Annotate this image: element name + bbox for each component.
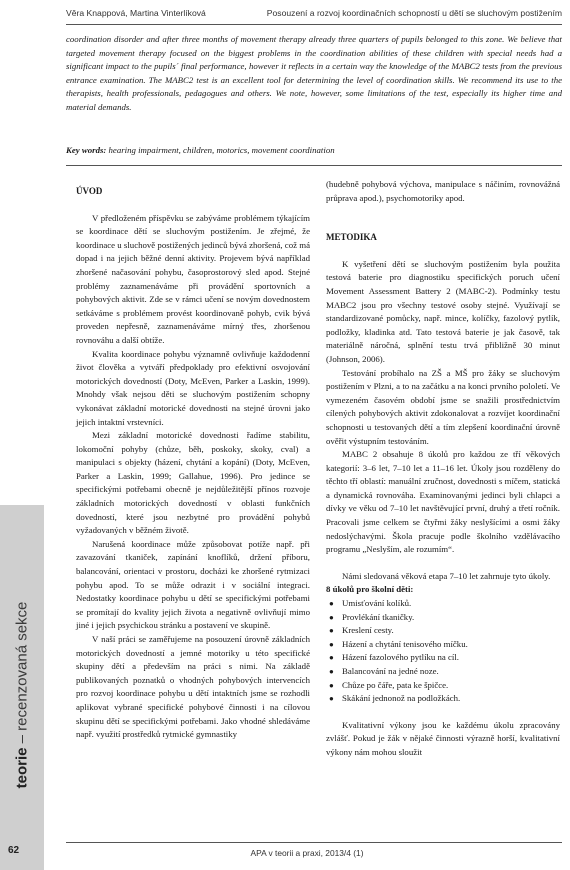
footer-rule bbox=[66, 842, 562, 843]
bullet-icon: ● bbox=[329, 612, 334, 622]
left-column bbox=[76, 178, 310, 742]
keywords-label: Key words: bbox=[66, 145, 107, 155]
section-heading-metodika: METODIKA bbox=[326, 232, 377, 243]
bullet-icon: ● bbox=[329, 626, 334, 636]
header-rule bbox=[66, 24, 562, 25]
keywords-text: hearing impairment, children, motorics, movement coordination bbox=[108, 145, 335, 155]
paragraph: V naší práci se zaměřujeme na posouzení úrovně základních motorických dovedností a jemné motoriky u této specifické skupiny dětí a především na práci s nimi. Na základě publikovaných poznatků o vhodných pohybových intervencích pro rozvoj koordinace pohybu u dětí intaktních jsme se rozhodli aplikovat vybrané specifické pohybové činnosti i na cílovou skupinu dětí se specifickými potřebami. Jako vhodné shledáváme např. využití prostředků rytmické gymnastiky bbox=[76, 634, 310, 740]
list-item: ● Chůze po čáře, pata ke špičce. bbox=[326, 679, 560, 693]
section-sidebar bbox=[0, 505, 44, 870]
header-title: Posouzení a rozvoj koordinačních schopností u dětí se sluchovým postižením bbox=[266, 8, 562, 18]
header-authors: Věra Knappová, Martina Vinterlíková bbox=[66, 8, 206, 18]
bullet-icon: ● bbox=[329, 680, 334, 690]
paragraph: Kvalita koordinace pohybu významně ovlivňuje každodenní život člověka a vytváří předpoklady pro efektivní osvojování motorických dovedností (Doty, McEven, Parker a Laskin, 1999). Mnohdy však nejsou děti se sluchovým postižením schopny vykonávat základní motorické dovednosti na stejné úrovni jako jejich intaktní vrstevníci. bbox=[76, 348, 310, 427]
paragraph-continuation: (hudebně pohybová výchova, manipulace s náčiním, rovnovážná průprava apod.), psychomotoriky apod. bbox=[326, 179, 560, 203]
sidebar-label: teorie – recenzovaná sekce bbox=[13, 601, 31, 789]
list-item: ● Skákání jednonož na podložkách. bbox=[326, 692, 560, 706]
running-header bbox=[66, 8, 562, 22]
paragraph: Narušená koordinace může způsobovat potíže např. při zavazování tkaniček, zapínání knoflíků, držení příboru, balancování, orientaci v prostoru, docházi ke zhoršené rytmizaci pohybu apod. To se může odrazit i v sociální integraci. Nedostatky koordinace pohybu u dětí se specifickými potřebami se promítají do kvality jejich života a negativně ovlivňují mimo jiné i jejich psychickou stránku a postavení ve skupině. bbox=[76, 538, 310, 631]
section-heading-uvod: ÚVOD bbox=[76, 186, 103, 196]
list-item: ● Házení a chytání tenisového míčku. bbox=[326, 638, 560, 652]
tasks-heading: 8 úkolů pro školní děti: bbox=[326, 584, 414, 595]
list-item: ● Umisťování kolíků. bbox=[326, 597, 560, 611]
paragraph: Mezi základní motorické dovednosti řadíme stabilitu, lokomoční pohyby (chůze, běh, poskoky, skoky, cval) a manipulaci s objekty (házení, chytání a kopání) (Doty, McEven, Parker a Laskin, 1999; Gallahue, 1996). Pro jedince se specifickými potřebami obecně je nejdůležitější přínos rozvoje základních motorických dovedností v oblasti funkčních dovedností, které jsou nezbytné pro provádění pohybů vyžadovaných v běžném životě. bbox=[76, 430, 310, 536]
list-item: ● Kreslení cesty. bbox=[326, 624, 560, 638]
abstract-rule bbox=[66, 165, 562, 166]
bullet-icon: ● bbox=[329, 667, 334, 676]
keywords bbox=[66, 145, 562, 155]
paragraph: Námi sledovaná věková etapa 7–10 let zahrnuje tyto úkoly. bbox=[342, 570, 551, 581]
bullet-icon: ● bbox=[329, 599, 334, 609]
paragraph: MABC 2 obsahuje 8 úkolů pro každou ze tří věkových kategorií: 3–6 let, 7–10 let a 11–16 let. Úkoly jsou rozděleny do těchto tří oblastí: manuální zručnost, dovednosti s míčem, statická a dynamická rovnováha. Examinovanými jedinci byli chlapci a dívky ve věku od 7–10 let navštěvující první, druhý a třetí ročník. Pracovali jsme celkem se čtyřmi žáky neslyšícími a osmi žáky nedoslýchavými. Škola pracuje podle školního vzdělávacího programu „Neslyším, ale rozumím“. bbox=[326, 449, 560, 555]
list-item: ● Balancování na jedné noze. bbox=[326, 665, 560, 679]
paragraph: Kvalitativní výkony jsou ke každému úkolu zpracovány zvlášť. Pokud je žák v nějaké činnosti výrazně horší, kvalitativní výkony nám mohou sloužit bbox=[326, 719, 560, 757]
bullet-icon: ● bbox=[329, 653, 334, 663]
paragraph: K vyšetření dětí se sluchovým postižením byla použita testová baterie pro diagnostiku specifických poruch učení Movement Assessment Battery 2 (MABC-2). Podmínky testu MABC2 jsou pro všechny testové osoby stejné. Využívají se standardizované pomůcky, např. mince, kolíčky, fazolový pytlík, podložky, kladinka atd. Tato testová baterie je jak časově, tak materiálně náročná, splnění testu trvá přibližně 30 minut (Johnson, 2006). bbox=[326, 258, 560, 364]
paragraph: Testování probíhalo na ZŠ a MŠ pro žáky se sluchovým postižením v Plzni, a to na začátku a na konci prvního pololetí. Ve vymezeném časovém období jsme se snažili prostřednictvím cílených pohybových aktivit zdokonalovat a rozvíjet koordinační schopnosti u testovaných dětí a tím zlepšení koordinační úrovně ověřit výstupním testováním. bbox=[326, 367, 560, 446]
list-item: ● Provlékání tkaničky. bbox=[326, 611, 560, 625]
paragraph: V předloženém příspěvku se zabýváme problémem týkajícím se koordinace dětí se sluchovým postižením. Je zřejmé, že koordinace u sluchově postižených jedinců bývá zhoršená, což má dopad i na jejich běžné denní aktivity. Projevem bývá například zhoršené načasování pohybu, časoprostorový sled apod. Stejné problémy zaznamenáváme při provádění sportovních a pohybových aktivit. Zde se v rámci učení se novým dovednostem setkáváme s problémem provést koordinovaně pohyb, cvik bývá proveden nepřesně, zaznamenáváme mírný třes, zhoršenou rovnováhu a další obtíže. bbox=[76, 212, 310, 345]
bullet-icon: ● bbox=[329, 639, 334, 649]
list-item: ● Házení fazolového pytlíku na cíl. bbox=[326, 651, 560, 665]
right-column bbox=[326, 178, 560, 760]
abstract-text: coordination disorder and after three months of movement therapy already three quarters of pupils belonged to this zone. We believe that targeted movement therapy focused on the biggest problems in the coordination abilities of these children with special needs had a significant impact to the pupils´ final performance, however it reflects in a certain way the knowledge of the MABC2 tests from the previous entrance examination. The MABC2 test is an excellent tool for determining the level of coordination skills. We recommend its use to the therapists, health professionals, pedagogues and others. We note, however, some limitations of the test, especially its higher time and material demands. bbox=[66, 34, 562, 112]
tasks-list bbox=[326, 597, 560, 706]
journal-footer: APA v teorii a praxi, 2013/4 (1) bbox=[250, 848, 364, 858]
page-number: 62 bbox=[8, 845, 20, 856]
bullet-icon: ● bbox=[329, 694, 334, 704]
